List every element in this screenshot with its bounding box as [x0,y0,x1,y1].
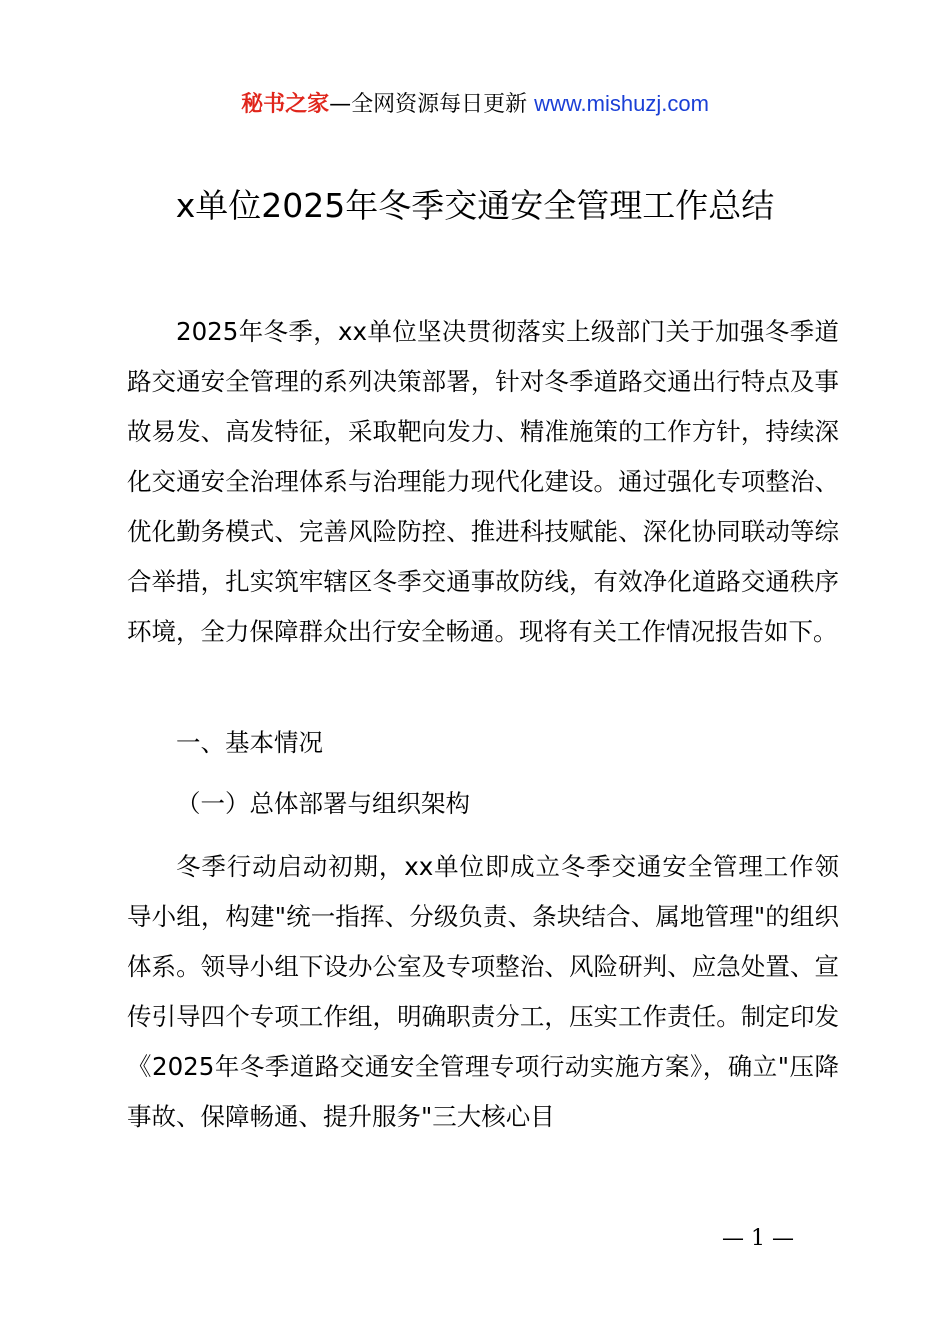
page-number: — 1 — [722,1226,794,1251]
section-heading: 一、基本情况 [176,728,323,757]
site-banner [0,88,950,121]
site-url-link[interactable]: www.mishuzj.com [534,91,709,116]
subsection-heading: （一）总体部署与组织架构 [176,789,470,818]
section-paragraph: 冬季行动启动初期，xx单位即成立冬季交通安全管理工作领导小组，构建"统一指挥、分级负责、条块结合、属地管理"的组织体系。领导小组下设办公室及专项整治、风险研判、应急处置、宣传引导四个专项工作组，明确职责分工，压实工作责任。制定印发《2025年冬季道路交通安全管理专项行动实施方案》，确立"压降事故、保障畅通、提升服务"三大核心目 [127,852,839,1131]
document-title: x单位2025年冬季交通安全管理工作总结 [175,186,775,225]
site-brand-name: 秘书之家 [241,92,330,117]
intro-paragraph: 2025年冬季，xx单位坚决贯彻落实上级部门关于加强冬季道路交通安全管理的系列决策部署，针对冬季道路交通出行特点及事故易发、高发特征，采取靶向发力、精准施策的工作方针，持续深化交通安全治理体系与治理能力现代化建设。通过强化专项整治、优化勤务模式、完善风险防控、推进科技赋能、深化协同联动等综合举措，扎实筑牢辖区冬季交通事故防线，有效净化道路交通秩序环境，全力保障群众出行安全畅通。现将有关工作情况报告如下。 [127,317,839,646]
site-tagline: —全网资源每日更新 [329,92,535,117]
